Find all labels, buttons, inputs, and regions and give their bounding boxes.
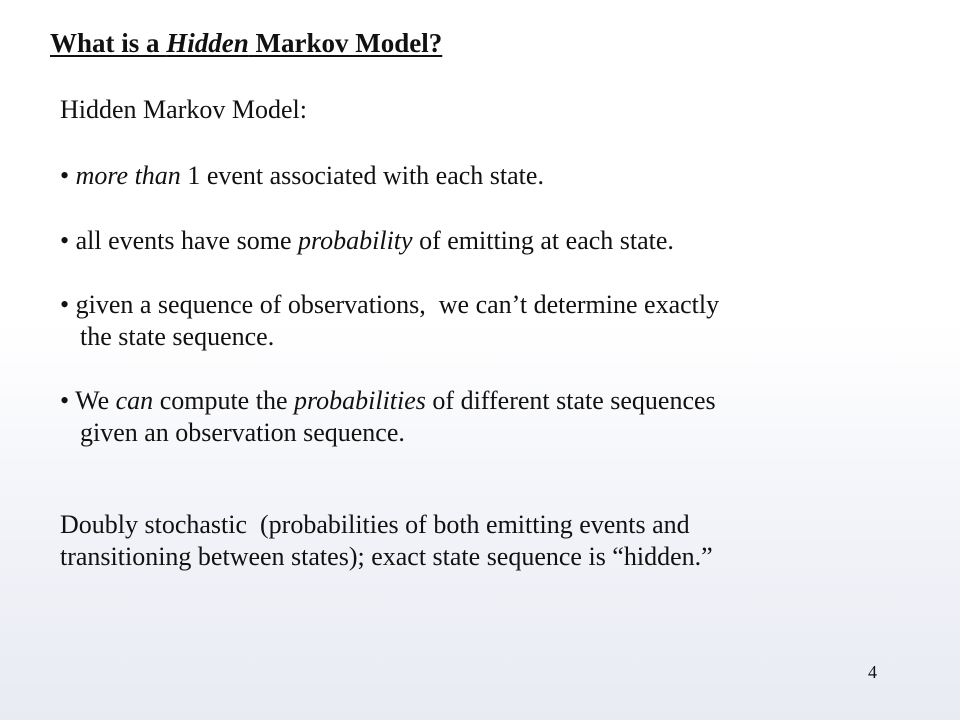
- bullet-4-part-2: can: [115, 386, 154, 415]
- bullet-4: [60, 385, 920, 449]
- bullet-marker: •: [60, 386, 70, 415]
- bullet-4-part-3: compute the: [153, 386, 294, 415]
- bullet-1-part-1: more than: [75, 161, 181, 190]
- summary-line-2: transitioning between states); exact state sequence is “hidden.”: [60, 542, 713, 571]
- bullet-3: [60, 289, 920, 353]
- title-emphasis: Hidden: [166, 28, 249, 58]
- section-heading: Hidden Markov Model:: [60, 95, 307, 124]
- summary-paragraph: [60, 509, 920, 573]
- bullet-4-part-4: probabilities: [293, 386, 426, 415]
- bullet-1-part-2: 1 event associated with each state.: [180, 161, 544, 190]
- bullet-4-part-1: We: [75, 386, 116, 415]
- bullet-2: [60, 225, 920, 257]
- bullet-marker: •: [60, 290, 70, 319]
- title-prefix: What is a: [50, 28, 167, 58]
- bullet-2-part-1: all events have some: [75, 226, 298, 255]
- bullet-marker: •: [60, 226, 70, 255]
- bullet-4-part-5: of different state sequences: [425, 386, 716, 415]
- page-number: 4: [868, 662, 877, 682]
- title-suffix: Markov Model?: [248, 28, 443, 58]
- bullet-3-line-2: the state sequence.: [80, 322, 275, 351]
- bullet-1: [60, 160, 920, 192]
- bullet-3-line-1: given a sequence of observations, we can’t determine exactly: [75, 290, 720, 319]
- bullet-2-part-2: probability: [297, 226, 413, 255]
- summary-line-1: Doubly stochastic (probabilities of both emitting events and: [60, 510, 690, 539]
- bullet-4-line-2: given an observation sequence.: [80, 418, 405, 447]
- bullet-2-part-3: of emitting at each state.: [412, 226, 674, 255]
- slide-content: [60, 94, 920, 599]
- bullet-marker: •: [60, 161, 70, 190]
- slide-title: [50, 28, 442, 59]
